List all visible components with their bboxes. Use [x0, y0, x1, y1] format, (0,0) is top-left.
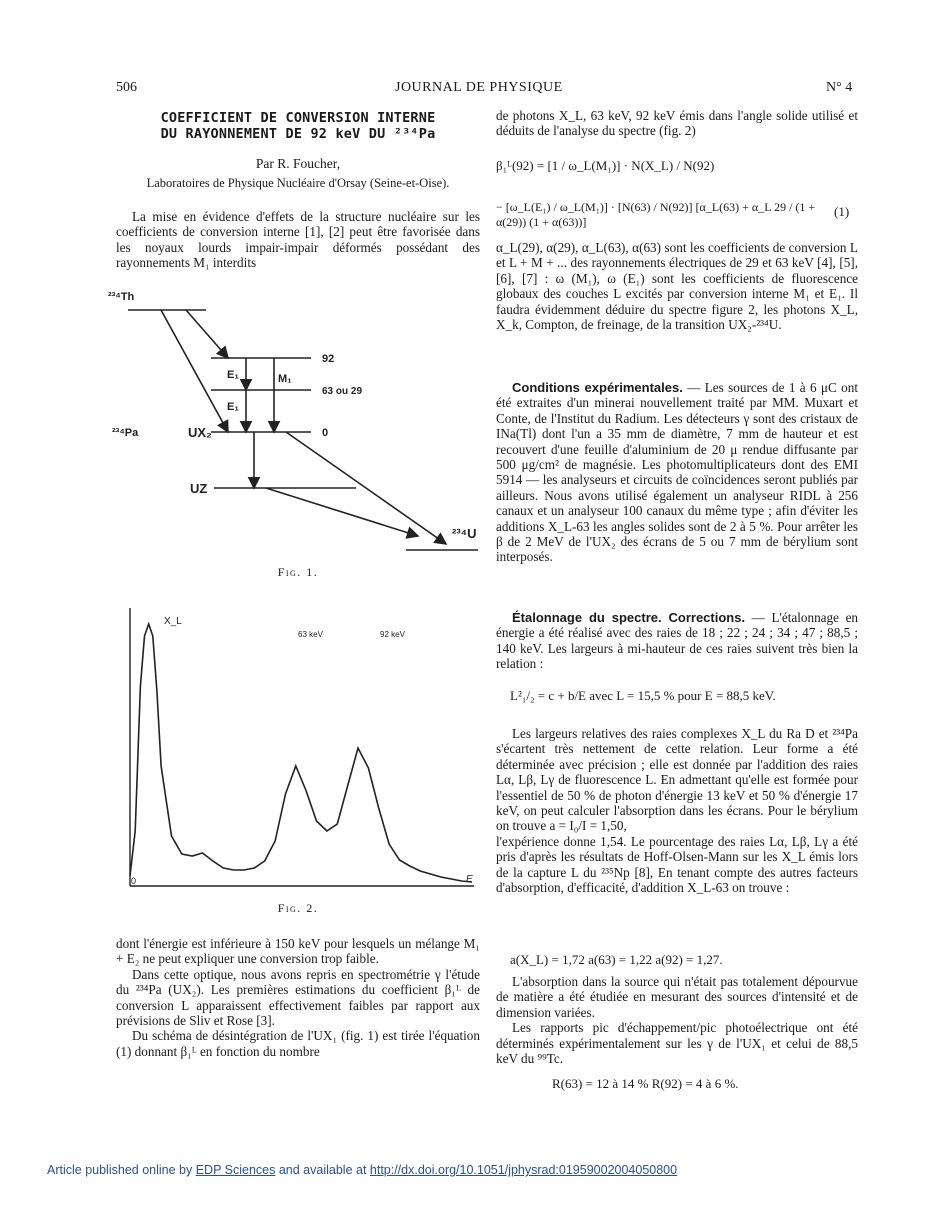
largeurs-section [496, 726, 858, 895]
right-intro-text: de photons X_L, 63 keV, 92 keV émis dans l'angle solide utilisé et déduits de l'analyse du spectre (fig. 2) [496, 108, 858, 139]
k63-peak-label: 63 keV [298, 630, 323, 639]
level-92-label: 92 [322, 353, 335, 365]
absorption-text: L'absorption dans la source qui n'était pas totalement dépourvue de matière a été étudiée en mesurant des sources d'intensité et de dimension variées. [496, 974, 858, 1020]
uz-label: UZ [190, 481, 208, 496]
left-paragraph-2: Dans cette optique, nous avons repris en spectrométrie γ l'étude du ²³⁴Pa (UX₂). Les premières estimations du coefficient β₁ᴸ de conversion L apparaissent effectivement faibles par rapport aux prévisions de Sliv et Rose [3]. [116, 966, 480, 1029]
left-paragraph-1: dont l'énergie est inférieure à 150 keV pour lesquels un mélange M₁ + E₂ ne peut expliquer une conversion trop faible. [116, 936, 480, 967]
u-label: ²³⁴U [452, 526, 477, 541]
etalonnage-text: — L'étalonnage en énergie a été réalisé avec des raies de 18 ; 22 ; 24 ; 34 ; 47 ; 88,5 ; 140 keV. Les largeurs à mi-hauteur de ces raies suivent très bien la relation : [496, 610, 859, 672]
author [116, 156, 480, 172]
intro-paragraph [116, 209, 480, 271]
level-0-label: 0 [322, 427, 329, 439]
publisher-link[interactable]: EDP Sciences [195, 1163, 276, 1177]
rapports-text: Les rapports pic d'échappement/pic photoélectrique ont été déterminés expérimentalement sur les γ de l'UX₁ et celui de 88,5 keV du ⁹⁹Tc. [496, 1020, 858, 1067]
figure-2-caption: Fig. 2. [277, 901, 319, 915]
author-name: Par R. Foucher, [255, 156, 341, 171]
beta-to-92-arrow [186, 310, 228, 358]
energy-axis-label: E [466, 874, 473, 885]
spectrum-chart [122, 608, 482, 892]
figure-1-caption: Fig. 1. [277, 565, 319, 579]
decay-scheme-figure [106, 282, 486, 562]
largeurs-text: Les largeurs relatives des raies complexes X_L du Ra D et ²³⁴Pa s'écartent très nettement de cette relation. Leur forme a été déterminée avec précision ; elle est donnée par l'addition des raies Lα, Lβ, Lγ de fluorescence L. En admettant qu'elle est formée pour l'essentiel de 50 % de photon d'énergie 13 keV et 50 % d'énergie 17 keV, on peut calculer l'absorption dans les écrans. Pour le bérylium on trouve a = I₀/I = 1,50, [496, 726, 858, 834]
conditions-section [496, 380, 858, 565]
coefficients-text: α_L(29), α(29), α_L(63), α(63) sont les coefficients de conversion L et L + M + ... des rayonnements électriques de 29 et 63 keV [4], [5], [6], [7] : ω (M₁), ω (E₁) sont les coefficients de fluorescence globaux des couches L excités par conversion interne M₁ et E₁. Il faudra évidemment déduire du spectre figure 2, les photons X_L, X_k, Compton, de freinage, de la transition UX₂-²³⁴U. [496, 240, 858, 333]
affiliation: Laboratoires de Physique Nucléaire d'Orsay (Seine-et-Oise). [146, 176, 450, 190]
level-63-label: 63 ou 29 [322, 386, 363, 397]
etalonnage-section [496, 610, 858, 672]
pa-label: ²³⁴Pa [112, 427, 139, 439]
origin-label: 0 [131, 876, 137, 886]
doi-link[interactable]: http://dx.doi.org/10.1051/jphysrad:01959002004050800 [369, 1163, 678, 1177]
journal-name: JOURNAL DE PHYSIQUE [395, 80, 563, 95]
equation-1-line-1: β₁ᴸ(92) = [1 / ω_L(M₁)] · N(X_L) / N(92) [496, 158, 715, 173]
ux2-label: UX₂ [188, 425, 212, 440]
etalonnage-heading: Étalonnage du spectre. Corrections. [512, 610, 746, 625]
spectrum-line [130, 624, 472, 882]
conditions-text: — Les sources de 1 à 6 μC ont été extraites d'un minerai nouvellement traité par MM. Muxart et Conte, de l'Institut du Radium. Les détecteurs γ sont des cristaux de INa(Tl) dont l'un a 35 mm de diamètre, 7 mm de hauteur et est recouvert d'une feuille d'aluminium de 20 μ rendue diffusante par 500 μg/cm² de magnésie. Les photomultiplicateurs dont des EMI 5914 — les analyseurs et circuits de coïncidences seront publiés par ailleurs. Nous avons utilisé également un analyseur RIDL à 256 canaux et un analyseur 100 canaux du même type ; afin d'éviter les additions X_L-63 les angles solides sont de 2 à 5 %. Pour arrêter les β de 2 MeV de l'UX₂ des écrans de 5 ou 7 mm de bérylium sont interposés. [496, 380, 859, 565]
equation-3: a(X_L) = 1,72 a(63) = 1,22 a(92) = 1,27. [510, 952, 723, 967]
publication-footer [47, 1163, 677, 1177]
equation-4: R(63) = 12 à 14 % R(92) = 4 à 6 %. [552, 1076, 739, 1091]
equation-2: L²₁/₂ = c + b/E avec L = 15,5 % pour E = 88,5 keV. [510, 688, 776, 703]
right-intro [496, 108, 858, 139]
beta-to-ux2-arrow [161, 310, 228, 432]
e1-upper-label: E₁ [227, 369, 239, 381]
footer-middle: and available at [275, 1163, 370, 1177]
e1-lower-label: E₁ [227, 401, 239, 413]
coefficients-paragraph [496, 240, 858, 332]
equation-1-line-2: − [ω_L(E₁) / ω_L(M₁)] · [N(63) / N(92)] [α_L(63) + α_L 29 / (1 + α(29)) (1 + α(63))] [496, 200, 816, 229]
conditions-heading: Conditions expérimentales. [512, 380, 683, 395]
page-number: 506 [116, 80, 137, 95]
issue-number: N° 4 [826, 80, 853, 95]
m1-label: M₁ [278, 373, 292, 385]
title-line-1: COEFFICIENT DE CONVERSION INTERNE [160, 110, 436, 126]
k92-peak-label: 92 keV [380, 630, 405, 639]
experience-text: l'expérience donne 1,54. Le pourcentage des raies Lα, Lβ, Lγ a été pris d'après les résultats de Hoff-Olsen-Mann sur les X_L émis lors de la capture L du ²³⁵Np [8], En tenant compte des autres facteurs d'absorption, d'efficacité, d'addition X_L-63 on trouve : [496, 833, 858, 896]
uz-to-u-arrow [266, 488, 418, 536]
left-paragraph-3: Du schéma de désintégration de l'UX₁ (fig. 1) est tirée l'équation (1) donnant β₁ᴸ en fonction du nombre [116, 1028, 480, 1059]
left-bottom-text [116, 936, 480, 1059]
intro-text: La mise en évidence d'effets de la structure nucléaire sur les coefficients de conversion interne [1], [2] peut être favorisée dans les noyaux lourds impair-impair déformés possédant des rayonnements M₁ interdits [116, 209, 480, 271]
footer-prefix: Article published online by [47, 1163, 196, 1177]
title-line-2: DU RAYONNEMENT DE 92 keV DU ²³⁴Pa [160, 126, 436, 142]
th-label: ²³⁴Th [108, 291, 135, 303]
absorption-section [496, 974, 858, 1066]
xl-peak-label: X_L [164, 616, 182, 627]
equation-1-number: (1) [834, 204, 850, 219]
